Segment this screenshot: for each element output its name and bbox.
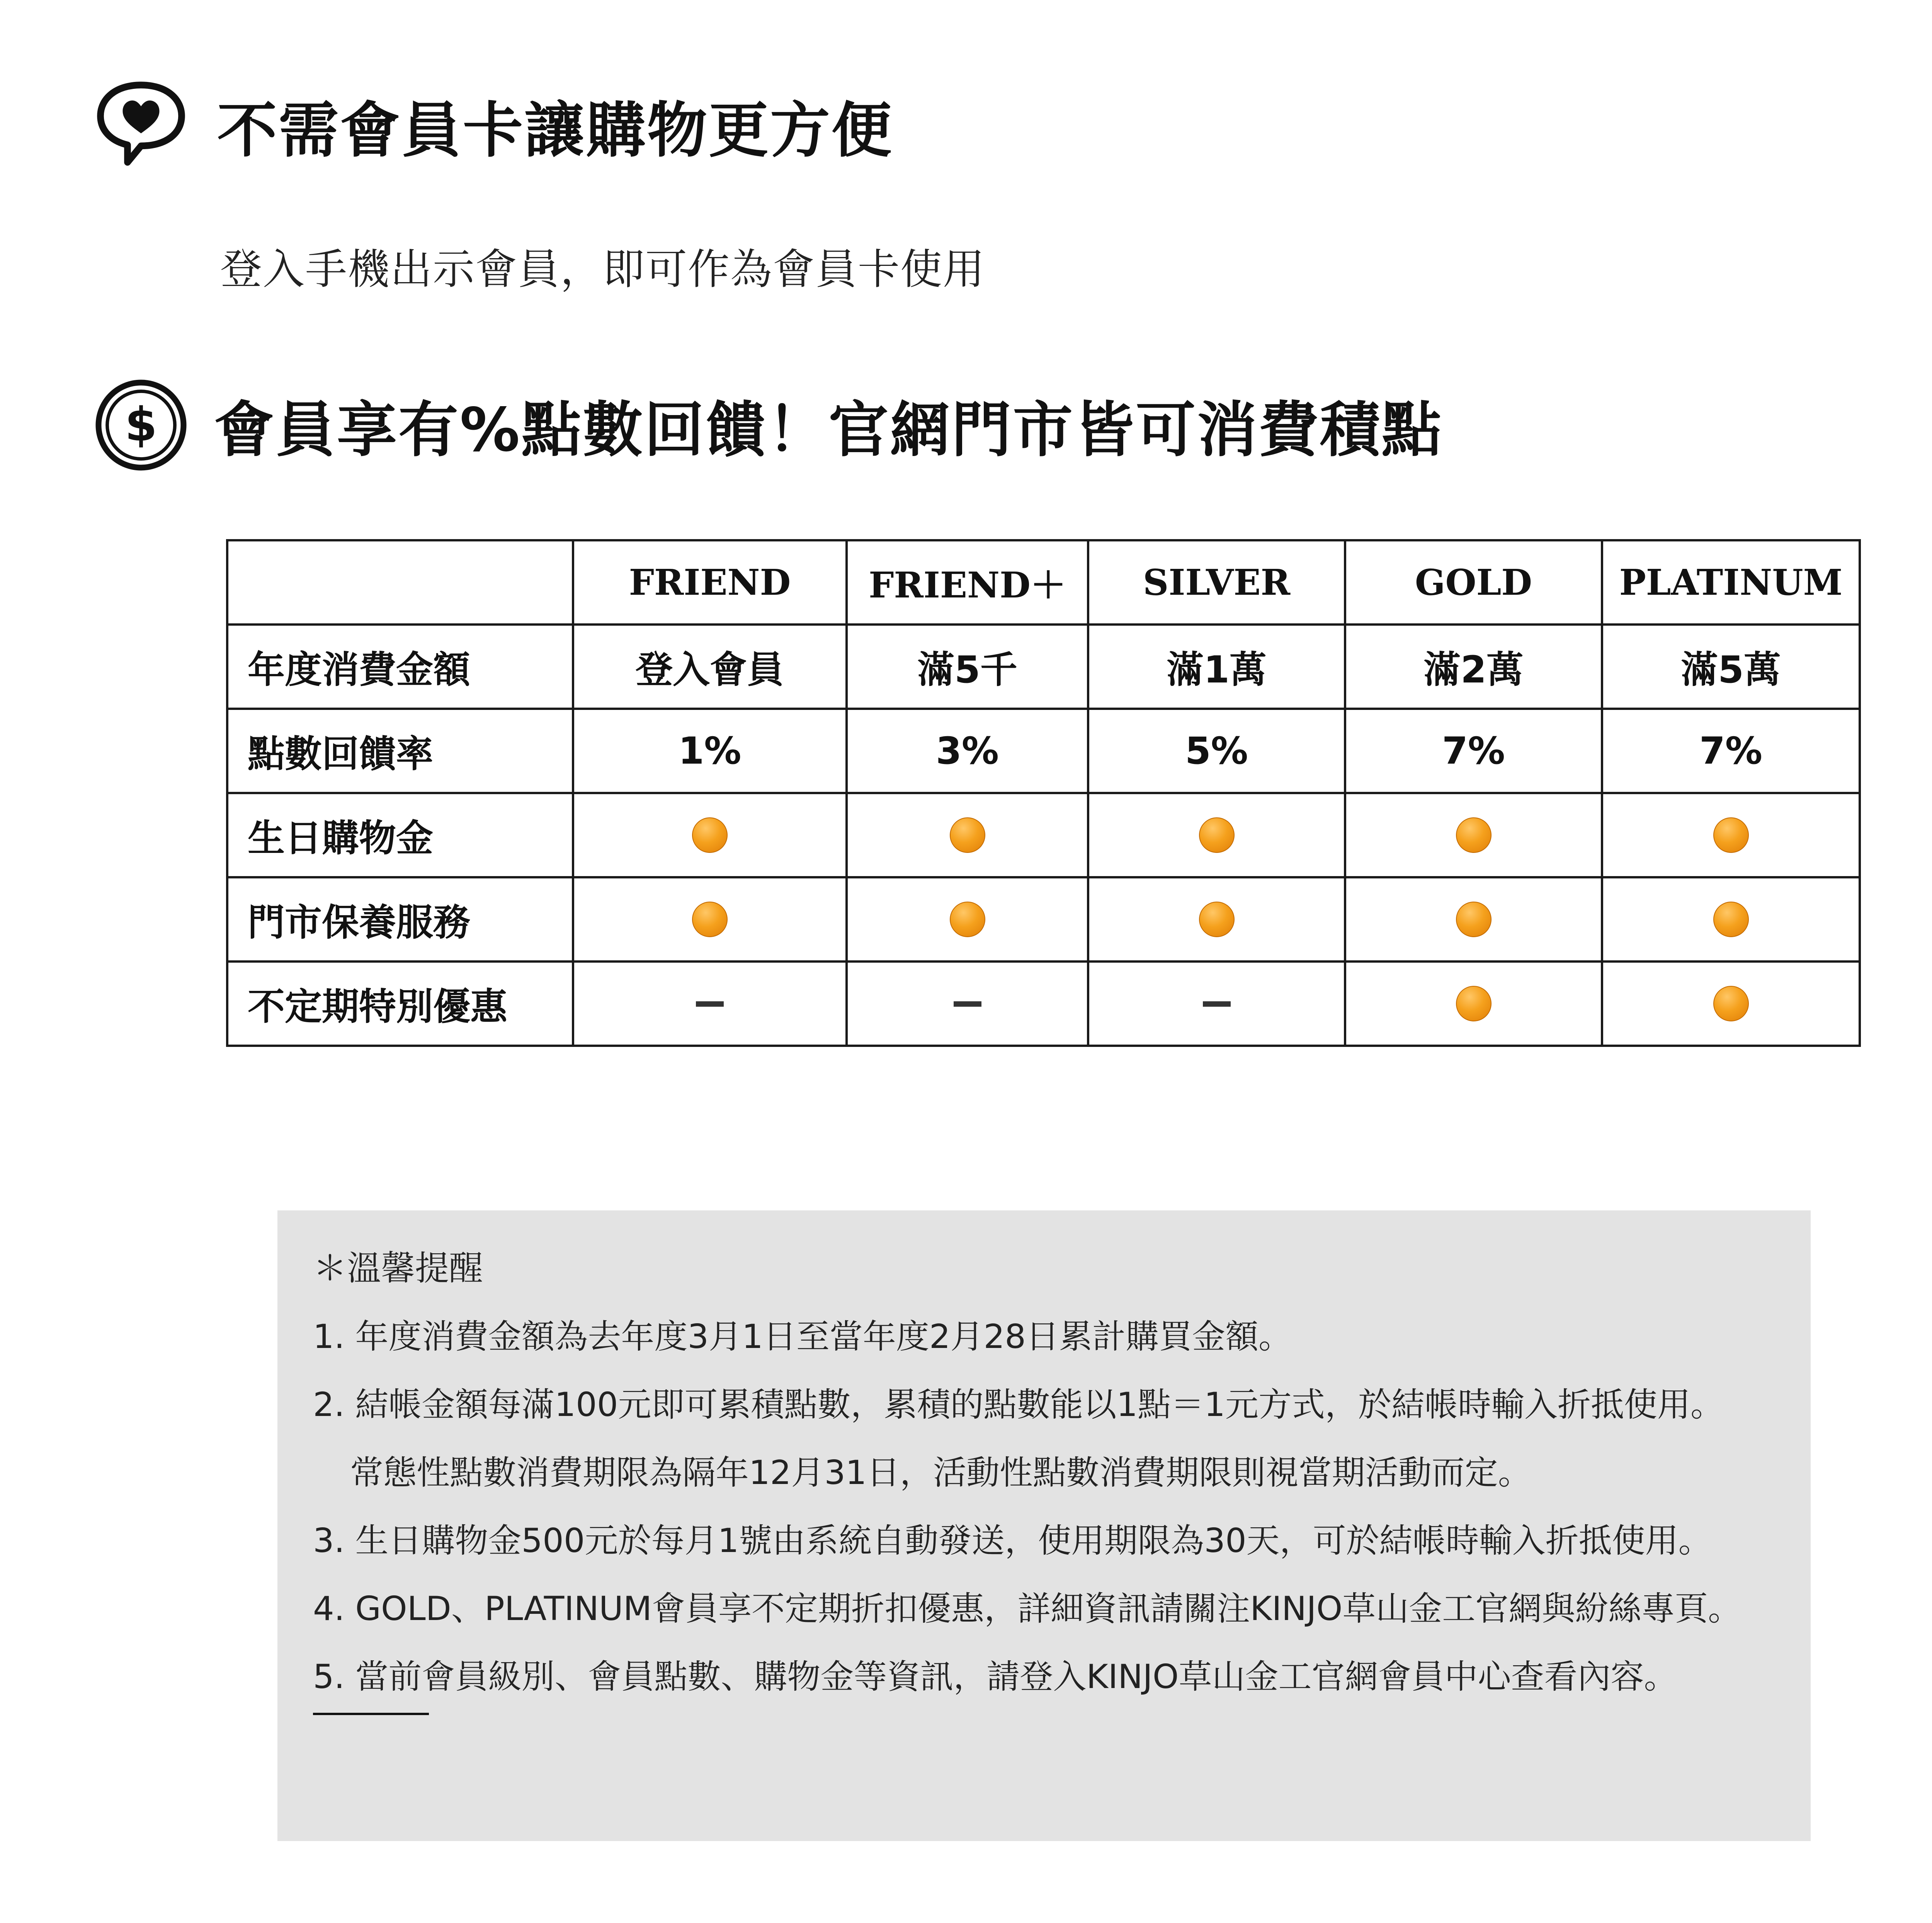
- dash-icon: [1203, 1001, 1231, 1007]
- orange-dot-icon: [1713, 817, 1749, 853]
- table-cell: 7%: [1345, 709, 1602, 793]
- table-row: [227, 962, 1860, 1046]
- benefit-cell: [573, 877, 847, 962]
- section-heading-points: [93, 377, 1443, 473]
- orange-dot-icon: [692, 902, 728, 937]
- orange-dot-icon: [1456, 986, 1492, 1021]
- orange-dot-icon: [1199, 817, 1235, 853]
- notes-title: ＊溫馨提醒: [313, 1248, 483, 1288]
- note-line: 3. 生日購物金500元於每月1號由系統自動發送，使用期限為30天，可於結帳時輸入折抵使用。: [313, 1521, 1712, 1560]
- table-cell: 1%: [573, 709, 847, 793]
- section-heading-convenience: [93, 77, 893, 174]
- section1-title: 不需會員卡讓購物更方便: [217, 95, 893, 165]
- table-cell: 滿2萬: [1345, 625, 1602, 709]
- orange-dot-icon: [1713, 902, 1749, 937]
- note-line: 5. 當前會員級別、會員點數、購物金等資訊，請登入KINJO草山金工官網會員中心查看內容。: [313, 1658, 1677, 1696]
- table-cell: 3%: [847, 709, 1088, 793]
- note-line: 常態性點數消費期限為隔年12月31日，活動性點數消費期限則視當期活動而定。: [350, 1453, 1531, 1492]
- table-header-row: [227, 540, 1860, 625]
- note-line: 1. 年度消費金額為去年度3月1日至當年度2月28日累計購買金額。: [313, 1317, 1292, 1356]
- benefit-cell: [573, 962, 847, 1046]
- benefit-cell: [1088, 793, 1345, 877]
- svg-text:$: $: [125, 398, 157, 452]
- heart-chat-icon: [93, 77, 189, 174]
- benefit-cell: [1088, 877, 1345, 962]
- section2-title: 會員享有%點數回饋！官網門市皆可消費積點: [214, 395, 1443, 465]
- benefit-cell: [847, 877, 1088, 962]
- row-label: 門市保養服務: [227, 877, 573, 962]
- benefit-cell: [1345, 793, 1602, 877]
- row-label: 不定期特別優惠: [227, 962, 573, 1046]
- benefit-cell: [1345, 877, 1602, 962]
- orange-dot-icon: [950, 817, 985, 853]
- table-row: [227, 877, 1860, 962]
- row-label: 點數回饋率: [227, 709, 573, 793]
- tier-header: SILVER: [1088, 540, 1345, 625]
- table-cell: 滿5千: [847, 625, 1088, 709]
- orange-dot-icon: [1713, 986, 1749, 1021]
- benefit-cell: [1088, 962, 1345, 1046]
- row-label: 年度消費金額: [227, 625, 573, 709]
- benefit-cell: [573, 793, 847, 877]
- note-line: 4. GOLD、PLATINUM會員享不定期折扣優惠，詳細資訊請關注KINJO草山金工官網與紛絲專頁。: [313, 1589, 1742, 1628]
- table-cell: 滿5萬: [1602, 625, 1860, 709]
- dash-icon: [696, 1001, 724, 1007]
- tier-header: GOLD: [1345, 540, 1602, 625]
- tier-header: PLATINUM: [1602, 540, 1860, 625]
- table-cell: 7%: [1602, 709, 1860, 793]
- table-row: [227, 709, 1860, 793]
- table-row: [227, 625, 1860, 709]
- row-label: 生日購物金: [227, 793, 573, 877]
- section1-subtitle: 登入手機出示會員，即可作為會員卡使用: [220, 245, 986, 294]
- orange-dot-icon: [950, 902, 985, 937]
- notes-box: [277, 1210, 1811, 1841]
- benefit-cell: [1602, 962, 1860, 1046]
- benefit-cell: [1602, 793, 1860, 877]
- orange-dot-icon: [1456, 902, 1492, 937]
- tier-header: FRIEND: [573, 540, 847, 625]
- benefit-cell: [847, 962, 1088, 1046]
- table-cell: 5%: [1088, 709, 1345, 793]
- membership-tier-table: [226, 539, 1861, 1047]
- benefit-cell: [1602, 877, 1860, 962]
- dash-icon: [954, 1001, 981, 1007]
- benefit-cell: [847, 793, 1088, 877]
- orange-dot-icon: [1199, 902, 1235, 937]
- tier-header: FRIEND＋: [847, 540, 1088, 625]
- table-row: [227, 793, 1860, 877]
- table-corner-cell: [227, 540, 573, 625]
- benefit-cell: [1345, 962, 1602, 1046]
- table-cell: 登入會員: [573, 625, 847, 709]
- note-line: 2. 結帳金額每滿100元即可累積點數，累積的點數能以1點＝1元方式，於結帳時輸入折抵使用。: [313, 1385, 1724, 1424]
- orange-dot-icon: [1456, 817, 1492, 853]
- orange-dot-icon: [692, 817, 728, 853]
- table-cell: 滿1萬: [1088, 625, 1345, 709]
- dollar-coin-icon: [93, 377, 189, 473]
- notes-divider: [313, 1713, 429, 1715]
